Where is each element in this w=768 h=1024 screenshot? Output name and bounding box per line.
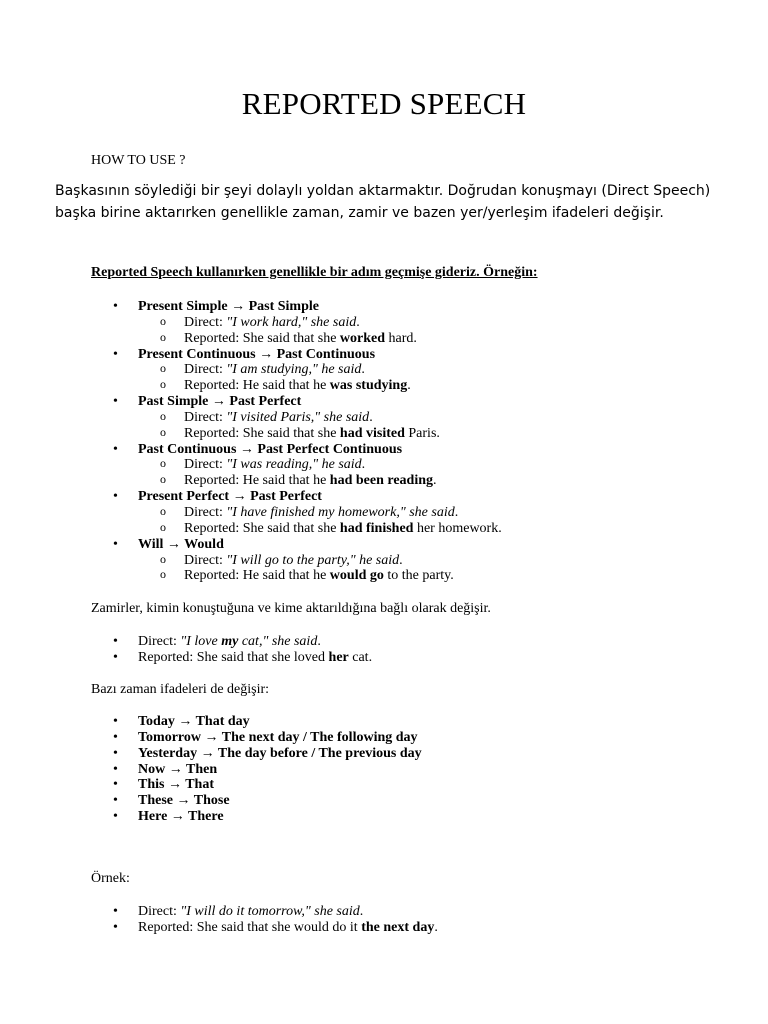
reported-example: o Reported: He said that he would go to the party. [0, 568, 502, 584]
tense-item: • Will → Would [0, 537, 502, 553]
direct-example: o Direct: "I was reading," he said. [0, 457, 502, 473]
time-expressions-paragraph: Bazı zaman ifadeleri de değişir: [91, 682, 270, 697]
rule-heading: Reported Speech kullanırken genellikle bir adım geçmişe gideriz. Örneğin: [91, 265, 538, 280]
direct-example: o Direct: "I visited Paris," she said. [0, 410, 502, 426]
intro-paragraph: Başkasının söylediği bir şeyi dolaylı yoldan aktarmaktır. Doğrudan konuşmayı (Direct Speech) başka birine aktarırken genellikle zaman, zamir ve bazen yer/yerleşim ifadeleri değişir. [55, 183, 711, 221]
direct-example: o Direct: "I am studying," he said. [0, 362, 502, 378]
time-change-item: • Yesterday → The day before / The previous day [0, 746, 422, 762]
reported-example: o Reported: She said that she had finished her homework. [0, 521, 502, 537]
time-change-item: • Tomorrow → The next day / The following day [0, 730, 422, 746]
tense-item: • Present Continuous → Past Continuous [0, 347, 502, 363]
tense-item: • Past Continuous → Past Perfect Continuous [0, 442, 502, 458]
page-title: REPORTED SPEECH [241, 86, 527, 121]
reported-example: • Reported: She said that she would do it the next day. [0, 920, 438, 936]
time-change-item: • This → That [0, 777, 422, 793]
reported-example: o Reported: She said that she had visited Paris. [0, 426, 502, 442]
final-example-list [0, 904, 438, 936]
direct-example: • Direct: "I will do it tomorrow," she said. [0, 904, 438, 920]
direct-example: o Direct: "I work hard," she said. [0, 315, 502, 331]
how-to-use-heading: HOW TO USE ? [91, 153, 186, 168]
tense-item: • Present Perfect → Past Perfect [0, 489, 502, 505]
pronoun-paragraph: Zamirler, kimin konuştuğuna ve kime aktarıldığına bağlı olarak değişir. [91, 601, 491, 616]
reported-example: o Reported: He said that he had been reading. [0, 473, 502, 489]
tense-item: • Present Simple → Past Simple [0, 299, 502, 315]
direct-example: • Direct: "I love my cat," she said. [0, 634, 372, 650]
reported-example: • Reported: She said that she loved her cat. [0, 650, 372, 666]
direct-example: o Direct: "I have finished my homework," she said. [0, 505, 502, 521]
direct-example: o Direct: "I will go to the party," he said. [0, 553, 502, 569]
time-change-item: • Here → There [0, 809, 422, 825]
time-change-list [0, 714, 422, 825]
example-label: Örnek: [91, 871, 130, 886]
pronoun-example-list [0, 634, 372, 666]
tense-item: • Past Simple → Past Perfect [0, 394, 502, 410]
time-change-item: • Now → Then [0, 762, 422, 778]
time-change-item: • These → Those [0, 793, 422, 809]
time-change-item: • Today → That day [0, 714, 422, 730]
reported-example: o Reported: She said that she worked hard. [0, 331, 502, 347]
reported-example: o Reported: He said that he was studying. [0, 378, 502, 394]
tense-change-list [0, 299, 502, 584]
